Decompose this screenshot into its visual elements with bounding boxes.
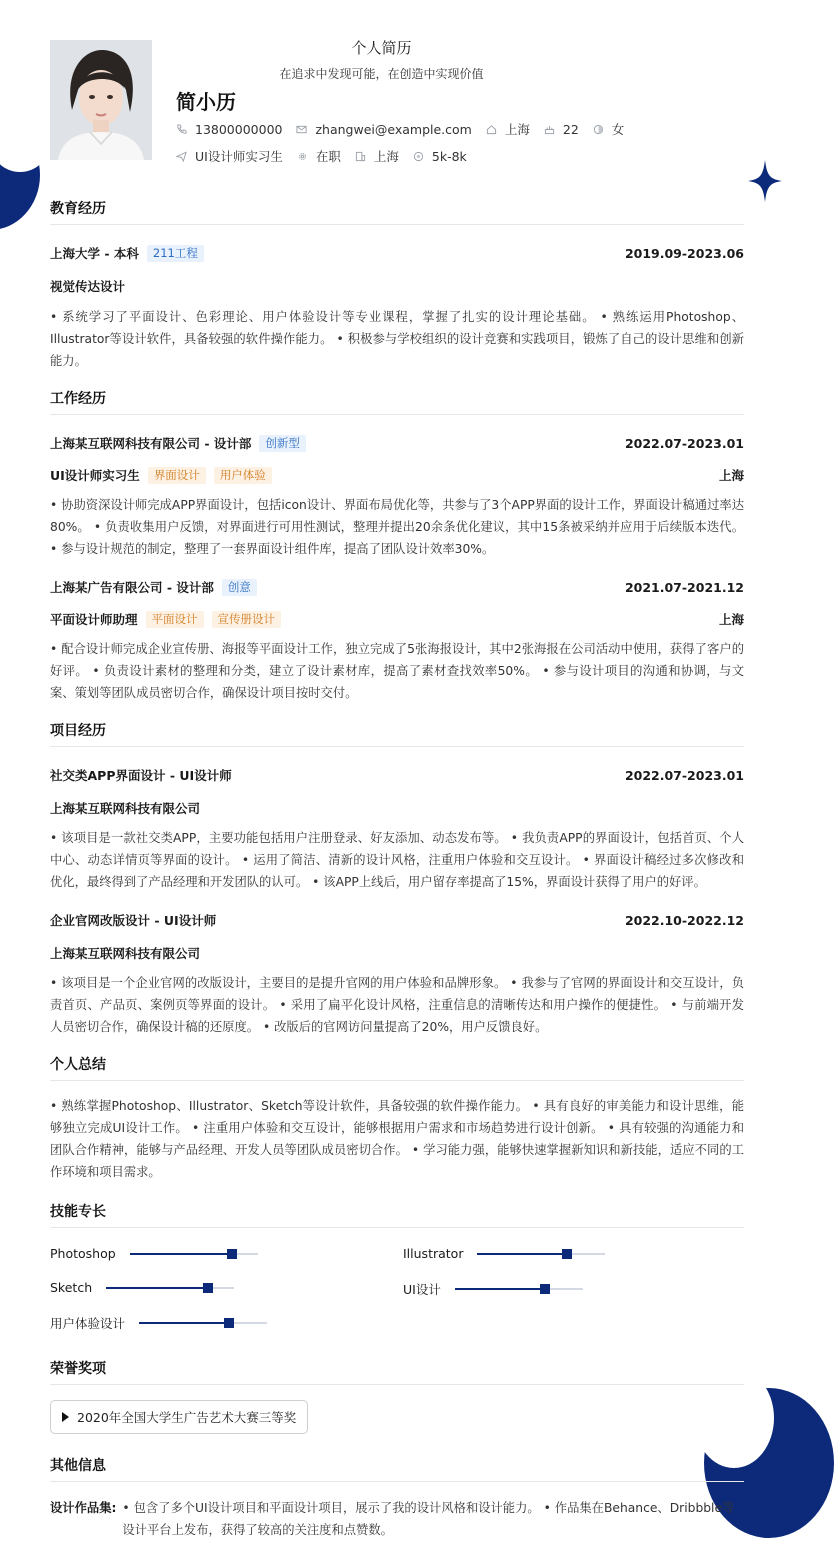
projects-section (50, 720, 744, 1038)
gender-icon (593, 124, 604, 135)
work-city: 上海 (718, 612, 744, 627)
company-name: 上海某互联网科技有限公司 - 设计部 (50, 436, 252, 451)
project-name: 企业官网改版设计 - UI设计师 (50, 913, 217, 928)
home-icon (486, 124, 497, 135)
skill-bar-fill (477, 1253, 567, 1255)
expected-city-info (355, 147, 399, 165)
skill-bar-knob (203, 1283, 213, 1293)
summary-section (50, 1054, 744, 1183)
other-info-row (50, 1497, 744, 1541)
building-icon (355, 151, 366, 162)
location-value: 上海 (504, 122, 530, 137)
education-title: 教育经历 (50, 198, 744, 225)
skill-name: Photoshop (50, 1246, 116, 1261)
project-date: 2022.10-2022.12 (624, 912, 744, 928)
project-company: 上海某互联网科技有限公司 (50, 946, 201, 961)
caret-right-icon (62, 1412, 69, 1422)
skill-name: Illustrator (403, 1246, 464, 1261)
work-header-row (50, 578, 744, 596)
company-name: 上海某广告有限公司 - 设计部 (50, 580, 214, 595)
school-name: 上海大学 - 本科 (50, 246, 139, 261)
skill-bar-knob (227, 1249, 237, 1259)
salary-info (413, 149, 467, 164)
project-company-row (50, 944, 744, 962)
skill-bar (139, 1322, 267, 1324)
awards-title: 荣誉奖项 (50, 1358, 744, 1385)
skill-bar-fill (130, 1253, 232, 1255)
skill-bar (455, 1288, 583, 1290)
cake-icon (544, 124, 555, 135)
send-icon (176, 151, 187, 162)
skill-item (403, 1280, 583, 1298)
role-tag: 用户体验 (214, 467, 272, 484)
awards-section (50, 1358, 744, 1434)
work-description: • 配合设计师完成企业宣传册、海报等平面设计工作，独立完成了5张海报设计，其中2张海报在公司活动中使用，获得了客户的好评。 • 负责设计素材的整理和分类，建立了设计素材库，提高了素材查找效率50%。 • 参与设计项目的沟通和协调，与文案、策划等团队成员密切合作，确保设计项目按时交付。 (50, 642, 744, 700)
work-header-row (50, 434, 744, 452)
skill-name: UI设计 (403, 1282, 441, 1297)
skill-bar (130, 1253, 258, 1255)
major-row (50, 277, 744, 295)
skills-title: 技能专长 (50, 1201, 744, 1228)
education-section (50, 198, 744, 372)
skill-bar-fill (139, 1322, 229, 1324)
company-tag: 创新型 (259, 435, 306, 452)
skill-bar (477, 1253, 605, 1255)
skill-bar-knob (540, 1284, 550, 1294)
salary-value: 5k-8k (431, 148, 467, 164)
award-name: 2020年全国大学生广告艺术大赛三等奖 (77, 1410, 297, 1425)
major-name: 视觉传达设计 (50, 279, 126, 294)
project-date: 2022.07-2023.01 (624, 767, 744, 783)
project-header-row (50, 766, 744, 784)
education-description: • 系统学习了平面设计、色彩理论、用户体验设计等专业课程，掌握了扎实的设计理论基础。 • 熟练运用Photoshop、Illustrator等设计软件，具备较强的软件操作能力。 • 积极参与学校组织的设计竞赛和实践项目，锻炼了自己的设计思维和创新能力。 (50, 310, 744, 368)
document-title: 个人简历 (351, 39, 412, 57)
work-description: • 协助资深设计师完成APP界面设计，包括icon设计、界面布局优化等，共参与了3个APP界面的设计工作，界面设计稿通过率达80%。 • 负责收集用户反馈，对界面进行可用性测试，整理并提出20余条优化建议，其中15条被采纳并应用于后续版本迭代。 • 参与设计规范的制定，整理了一套界面设计组件库，提高了团队设计效率30%。 (50, 498, 744, 556)
status-value: 在职 (315, 149, 341, 164)
summary-title: 个人总结 (50, 1054, 744, 1081)
contact-row (176, 120, 638, 138)
award-item[interactable] (50, 1400, 308, 1434)
phone-info (176, 122, 282, 137)
education-date: 2019.09-2023.06 (624, 245, 744, 261)
corner-decoration-left-cutout (0, 112, 50, 172)
skills-grid (50, 1228, 744, 1332)
sparkle-star-icon (748, 160, 782, 202)
skill-bar-knob (224, 1318, 234, 1328)
other-title: 其他信息 (50, 1455, 744, 1482)
job-intent-row (176, 147, 481, 165)
skill-item (403, 1246, 605, 1261)
skill-bar-fill (455, 1288, 545, 1290)
work-title: 工作经历 (50, 388, 744, 415)
email-info (296, 122, 471, 137)
skill-item (50, 1314, 267, 1332)
project-description: • 该项目是一个企业官网的改版设计，主要目的是提升官网的用户体验和品牌形象。 • 我参与了官网的界面设计和交互设计，负责首页、产品页、案例页等界面的设计。 • 采用了扁平化设计风格，注重信息的清晰传达和用户操作的便捷性。 • 与前端开发人员密切合作，确保设计稿的还原度。 • 改版后的官网访问量提高了20%，用户反馈良好。 (50, 976, 744, 1034)
coin-icon (413, 151, 424, 162)
role-tag: 界面设计 (148, 467, 206, 484)
other-section (50, 1455, 744, 1541)
summary-description: • 熟练掌握Photoshop、Illustrator、Sketch等设计软件，具备较强的软件操作能力。 • 具有良好的审美能力和设计思维，能够独立完成UI设计工作。 • 注重用户体验和交互设计，能够根据用户需求和市场趋势进行设计创新。 • 具有较强的沟通能力和团队合作精神，能够与产品经理、开发人员等团队成员密切合作。 • 学习能力强，能够快速掌握新知识和新技能，适应不同的工作环境和项目需求。 (50, 1099, 744, 1179)
status-info (297, 147, 341, 165)
position-value: UI设计师实习生 (195, 149, 283, 164)
project-name: 社交类APP界面设计 - UI设计师 (50, 768, 232, 783)
role-tag: 宣传册设计 (212, 611, 282, 628)
skill-item (50, 1280, 234, 1295)
gender-value: 女 (611, 122, 625, 137)
other-info-value: • 包含了多个UI设计项目和平面设计项目，展示了我的设计风格和设计能力。 • 作品集在Behance、Dribbble等设计平台上发布，获得了较高的关注度和点赞数。 (122, 1501, 735, 1537)
resume-header (50, 0, 744, 190)
project-item (50, 911, 744, 1038)
skills-section (50, 1201, 744, 1332)
school-tag: 211工程 (147, 245, 204, 262)
role-tag: 平面设计 (146, 611, 204, 628)
skill-item (50, 1246, 258, 1261)
company-tag: 创意 (222, 579, 257, 596)
gender-info (593, 120, 625, 138)
profile-photo (50, 40, 152, 160)
work-city: 上海 (718, 468, 744, 483)
other-info-key: 设计作品集: (50, 1501, 117, 1515)
project-item (50, 766, 744, 893)
phone-value: 13800000000 (195, 121, 283, 137)
candidate-name: 简小历 (176, 90, 236, 114)
expected-city-value: 上海 (373, 149, 399, 164)
work-section (50, 388, 744, 704)
skill-name: 用户体验设计 (50, 1316, 126, 1331)
role-row (50, 466, 744, 484)
skill-name: Sketch (50, 1280, 93, 1295)
role-name: 平面设计师助理 (50, 612, 138, 627)
location-info (486, 120, 530, 138)
skill-bar-fill (106, 1287, 208, 1289)
age-value: 22 (562, 121, 579, 137)
work-item (50, 578, 744, 704)
motto: 在追求中发现可能，在创造中实现价值 (279, 67, 484, 81)
role-row (50, 610, 744, 628)
project-company: 上海某互联网科技有限公司 (50, 801, 201, 816)
gear-icon (297, 151, 308, 162)
email-value: zhangwei@example.com (315, 121, 472, 137)
position-info (176, 147, 283, 165)
mail-icon (296, 124, 307, 135)
education-header-row (50, 244, 744, 262)
work-item (50, 434, 744, 560)
project-company-row (50, 799, 744, 817)
age-info (544, 122, 579, 137)
resume (50, 0, 744, 1541)
role-name: UI设计师实习生 (50, 468, 140, 483)
project-header-row (50, 911, 744, 929)
work-date: 2021.07-2021.12 (624, 579, 744, 595)
skill-bar (106, 1287, 234, 1289)
projects-title: 项目经历 (50, 720, 744, 747)
project-description: • 该项目是一款社交类APP，主要功能包括用户注册登录、好友添加、动态发布等。 • 我负责APP的界面设计，包括首页、个人中心、动态详情页等界面的设计。 • 运用了简洁、清新的设计风格，注重用户体验和交互设计。 • 界面设计稿经过多次修改和优化，最终得到了产品经理和开发团队的认可。 • 该APP上线后，用户留存率提高了15%，界面设计获得了用户的好评。 (50, 831, 744, 889)
work-date: 2022.07-2023.01 (624, 435, 744, 451)
skill-bar-knob (562, 1249, 572, 1259)
phone-icon (176, 124, 187, 135)
